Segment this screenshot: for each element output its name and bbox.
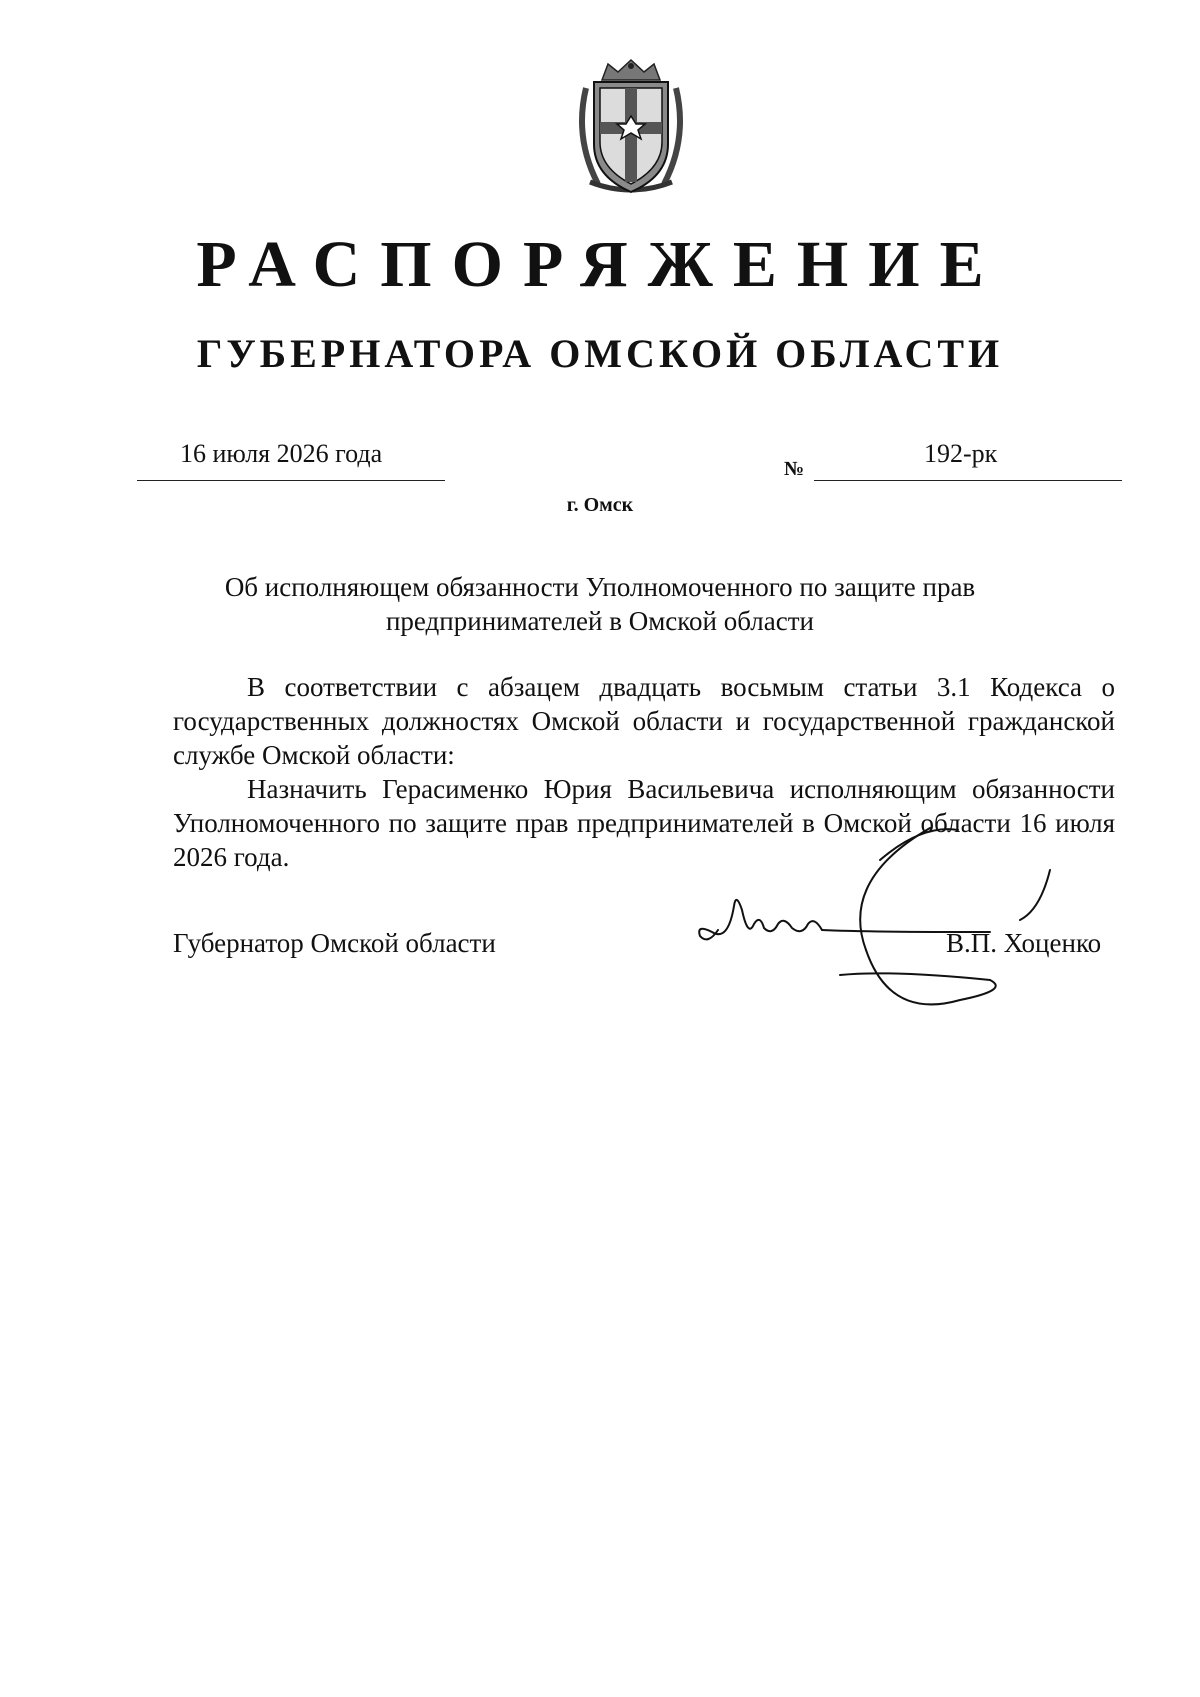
document-subtitle: ГУБЕРНАТОРА ОМСКОЙ ОБЛАСТИ <box>196 331 1004 376</box>
coat-of-arms-icon <box>572 58 690 198</box>
document-city: г. Омск <box>566 494 634 516</box>
document-heading: Об исполняющем обязанности Уполномоченного по защите прав предпринимателей в Омской области <box>224 572 976 636</box>
number-sign: № <box>784 458 805 480</box>
body-paragraph: В соответствии с абзацем двадцать восьмым статьи 3.1 Кодекса о государственных должностях Омской области и государственной гражданской службе Омской области: <box>173 672 1115 770</box>
document-date: 16 июля 2026 года <box>180 439 383 468</box>
handwritten-signature-icon <box>690 820 1090 1020</box>
body-paragraph: Назначить Герасименко Юрия Васильевича исполняющим обязанности Уполномоченного по защите прав предпринимателей в Омской области 16 июля 2026 года. <box>173 774 1115 872</box>
document-number: 192-рк <box>924 439 998 468</box>
document-title: РАСПОРЯЖЕНИЕ <box>196 228 1004 301</box>
signer-name: В.П. Хоценко <box>946 928 1102 958</box>
signer-position: Губернатор Омской области <box>173 928 496 958</box>
